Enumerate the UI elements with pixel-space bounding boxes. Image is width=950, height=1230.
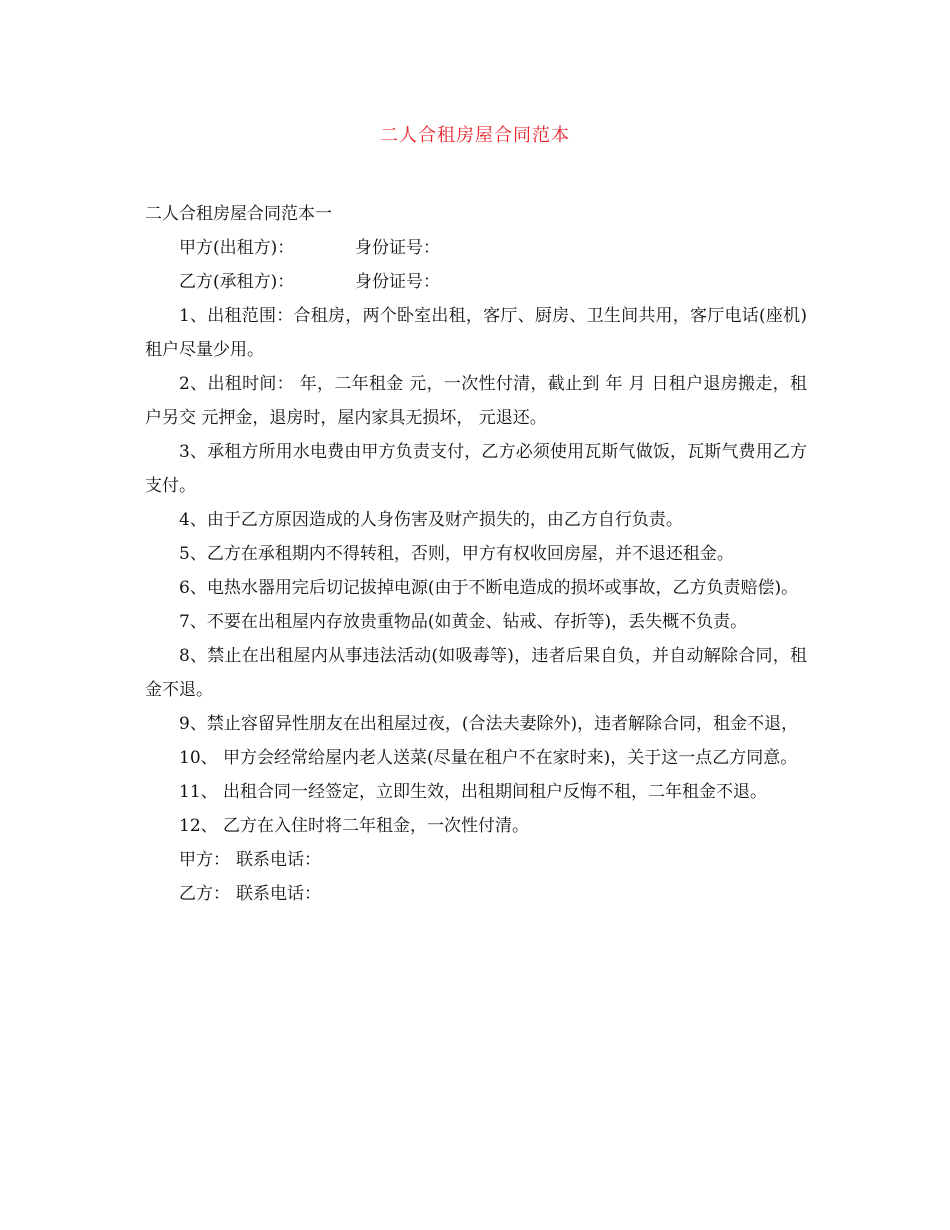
party-label: 甲方(出租方)：	[179, 238, 295, 258]
clause-2: 2、出租时间： 年，二年租金 元，一次性付清，截止到 年 月 日租户退房搬走，租户另交 元押金，退房时，屋内家具无损坏， 元退还。	[145, 374, 807, 428]
clause-11: 11、 出租合同一经签定，立即生效，出租期间租户反悔不租，二年租金不退。	[179, 782, 768, 802]
phone-label: 联系电话：	[236, 884, 321, 904]
clause-8: 8、禁止在出租屋内从事违法活动(如吸毒等)，违者后果自负，并自动解除合同，租金不退。	[145, 646, 807, 700]
id-number-label: 身份证号：	[355, 238, 440, 258]
phone-label: 联系电话：	[236, 850, 321, 870]
contact-party-label: 乙方：	[179, 884, 230, 904]
clause-1: 1、出租范围：合租房，两个卧室出租，客厅、厨房、卫生间共用，客厅电话(座机)租户尽量少用。	[145, 306, 807, 360]
clause-5: 5、乙方在承租期内不得转租，否则，甲方有权收回房屋，并不退还租金。	[179, 544, 734, 564]
clause-7: 7、不要在出租屋内存放贵重物品(如黄金、钻戒、存折等)，丢失概不负责。	[179, 612, 748, 632]
clause-12: 12、 乙方在入住时将二年租金，一次性付清。	[179, 816, 530, 836]
contact-party-label: 甲方：	[179, 850, 230, 870]
party-label: 乙方(承租方)：	[179, 272, 295, 292]
document-title: 二人合租房屋合同范本	[380, 125, 570, 146]
clause-4: 4、由于乙方原因造成的人身伤害及财产损失的，由乙方自行负责。	[179, 510, 683, 530]
contact-row-lessee	[145, 877, 807, 911]
clause-6: 6、电热水器用完后切记拔掉电源(由于不断电造成的损坏或事故，乙方负责赔偿)。	[179, 578, 799, 598]
party-row-lessee	[145, 265, 807, 299]
clause-9: 9、禁止容留异性朋友在出租屋过夜，(合法夫妻除外)，违者解除合同，租金不退，	[179, 714, 799, 734]
section-heading: 二人合租房屋合同范本一	[145, 204, 332, 224]
id-number-label: 身份证号：	[355, 272, 440, 292]
party-row-lessor	[145, 231, 807, 265]
clause-3: 3、承租方所用水电费由甲方负责支付，乙方必须使用瓦斯气做饭，瓦斯气费用乙方支付。	[145, 442, 807, 496]
contact-row-lessor	[145, 843, 807, 877]
clause-10: 10、 甲方会经常给屋内老人送菜(尽量在租户不在家时来)，关于这一点乙方同意。	[179, 748, 798, 768]
document-body	[145, 197, 807, 911]
